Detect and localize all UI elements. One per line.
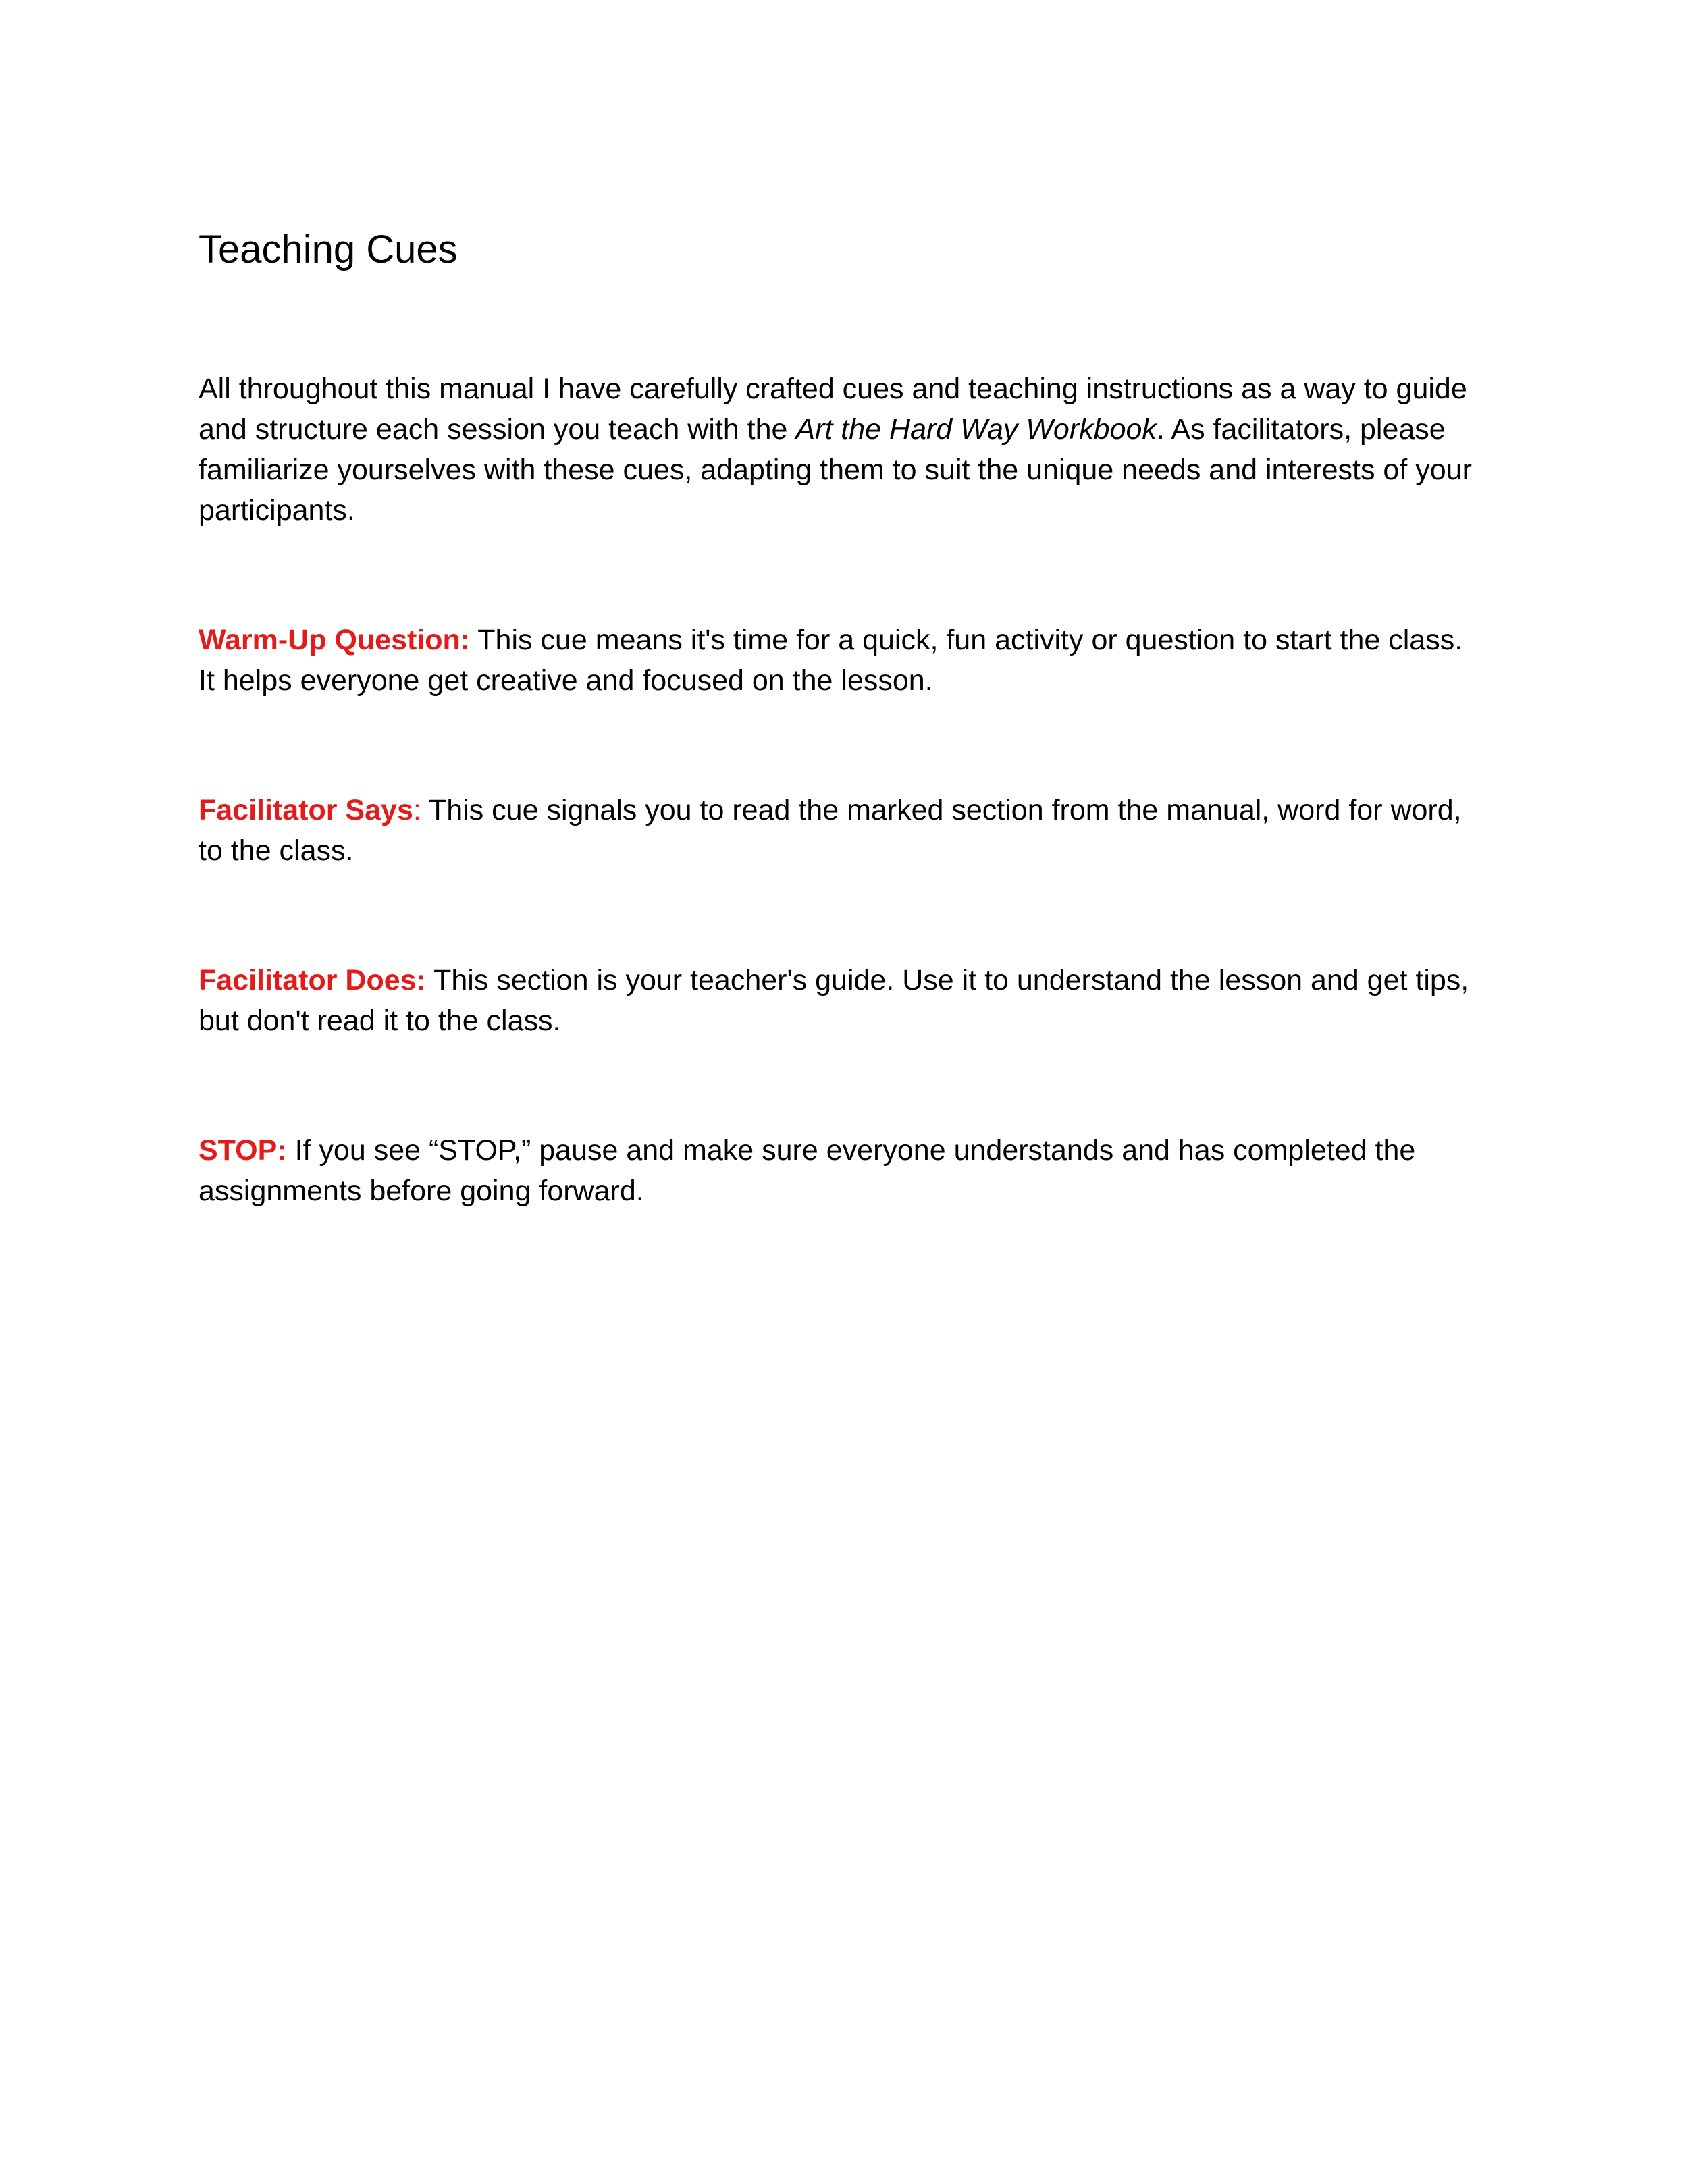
cue-label-warm-up-question: Warm-Up Question: <box>199 624 471 656</box>
page-title: Teaching Cues <box>199 228 458 271</box>
intro-paragraph <box>199 369 1481 531</box>
cue-stop <box>199 1130 1481 1211</box>
cue-description-stop: If you see “STOP,” pause and make sure everyone understands and has completed the assignments before going forward. <box>199 1134 1416 1207</box>
intro-text-start: All throughout this manual I have carefully crafted cues and teaching instructions as a way to guide and structure each session you teach with the <box>199 373 1467 446</box>
cue-colon-facilitator-says: : <box>413 794 421 826</box>
cue-description-facilitator-does: This section is your teacher's guide. Use it to understand the lesson and get tips, but don't read it to the class. <box>199 964 1469 1037</box>
cue-label-facilitator-says: Facilitator Says <box>199 794 413 826</box>
cue-label-stop: STOP: <box>199 1134 287 1167</box>
cue-label-facilitator-does: Facilitator Does: <box>199 964 426 996</box>
cue-description-facilitator-says: This cue signals you to read the marked section from the manual, word for word, to the class. <box>199 794 1462 867</box>
cue-facilitator-does <box>199 960 1481 1041</box>
intro-text-end: . As facilitators, please familiarize yourselves with these cues, adapting them to suit the unique needs and interests of your participants. <box>199 413 1472 527</box>
cue-description-warm-up-question: This cue means it's time for a quick, fun activity or question to start the class. It helps everyone get creative and focused on the lesson. <box>199 624 1463 697</box>
workbook-title: Art the Hard Way Workbook <box>795 413 1157 446</box>
cue-warm-up-question <box>199 620 1481 701</box>
cue-facilitator-says <box>199 790 1481 871</box>
